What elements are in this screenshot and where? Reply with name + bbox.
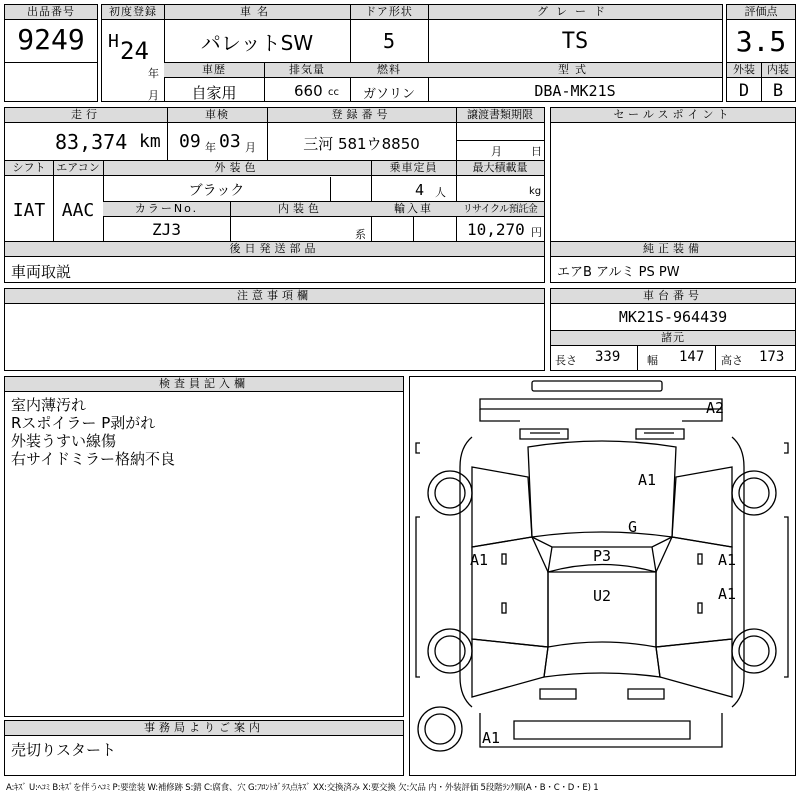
color: ブラック bbox=[188, 183, 245, 199]
transfer-day-unit: 日 bbox=[531, 145, 542, 158]
mileage-label: 走行 bbox=[71, 108, 101, 121]
interior-color-label: 内装色 bbox=[278, 202, 323, 215]
inspector-line-1: 室内薄汚れ bbox=[11, 396, 87, 414]
later-parts-label: 後日発送部品 bbox=[229, 242, 320, 255]
width-label: 幅 bbox=[647, 354, 658, 367]
exterior-label: 外装 bbox=[733, 63, 755, 76]
rear-top-bar bbox=[532, 381, 662, 391]
displacement-label: 排気量 bbox=[289, 63, 325, 76]
rear-lamps bbox=[520, 429, 684, 439]
color-label: 外装色 bbox=[214, 161, 260, 174]
inspection-year: 09 bbox=[179, 131, 201, 152]
fuel-label: 燃料 bbox=[377, 63, 401, 76]
lot-number: 9249 bbox=[17, 23, 85, 56]
front-panel bbox=[544, 647, 660, 677]
right-handle-1 bbox=[698, 554, 702, 564]
capacity: 4 bbox=[415, 181, 425, 199]
max-load-label: 最大積載量 bbox=[472, 161, 528, 174]
interior-label: 内装 bbox=[767, 63, 789, 76]
inspector-label: 検査員記入欄 bbox=[5, 377, 403, 392]
inspector-box bbox=[4, 376, 404, 717]
mark-windshield: G bbox=[628, 518, 638, 536]
mileage: 83,374 bbox=[55, 130, 128, 154]
shift: IAT bbox=[12, 200, 46, 221]
rear-side-marks bbox=[416, 443, 788, 453]
displacement: 660 bbox=[294, 82, 323, 100]
ac: AAC bbox=[61, 200, 95, 221]
door-label: ドア形状 bbox=[365, 5, 413, 18]
plate-label: 登録番号 bbox=[331, 108, 392, 121]
color-no: ZJ3 bbox=[152, 220, 181, 239]
grade: TS bbox=[561, 29, 589, 54]
transfer-month-unit: 月 bbox=[491, 145, 502, 158]
sales-points-box bbox=[550, 107, 796, 242]
hood-panel bbox=[548, 565, 656, 648]
inspection-label: 車検 bbox=[205, 108, 229, 121]
inspector-line-4: 右サイドミラー格納不良 bbox=[11, 450, 175, 468]
equipment-label: 純正装備 bbox=[551, 242, 795, 257]
inspection-month-unit: 月 bbox=[245, 141, 256, 154]
color-no-label: カラーNo. bbox=[134, 202, 199, 215]
right-rear-quarter bbox=[672, 467, 732, 547]
fuel: ガソリン bbox=[362, 87, 415, 102]
mark-rear-bumper: A2 bbox=[706, 399, 725, 417]
car-diagram bbox=[410, 377, 795, 775]
front-lamps bbox=[540, 689, 664, 699]
score-box bbox=[726, 4, 796, 102]
notes-box bbox=[4, 288, 545, 371]
history-label: 車歴 bbox=[202, 63, 226, 76]
length-label: 長さ bbox=[555, 354, 577, 367]
office-text: 売切りスタート bbox=[11, 741, 117, 759]
recycle-unit: 円 bbox=[531, 226, 542, 239]
roof-panel bbox=[528, 441, 676, 537]
plate: 三河 581ウ8850 bbox=[303, 135, 420, 153]
main-header-box bbox=[101, 4, 723, 102]
left-handle-2 bbox=[502, 603, 506, 613]
displacement-unit: cc bbox=[328, 87, 339, 98]
first-reg-year: 24 bbox=[120, 37, 149, 65]
equipment-items: エアB アルミ PS PW bbox=[557, 265, 680, 280]
left-rear-quarter bbox=[472, 467, 532, 547]
mark-front-panel: U2 bbox=[593, 587, 612, 605]
front-bumper bbox=[480, 713, 722, 747]
details-box bbox=[4, 107, 545, 283]
mark-roof: A1 bbox=[638, 471, 657, 489]
model-label: 型式 bbox=[558, 63, 592, 76]
notes-label: 注意事項欄 bbox=[5, 289, 544, 304]
car-name: パレットSW bbox=[200, 31, 314, 55]
inspection-year-unit: 年 bbox=[205, 141, 216, 154]
shift-label: シフト bbox=[12, 161, 46, 174]
left-handle-1 bbox=[502, 554, 506, 564]
mark-right-rear-door: A1 bbox=[718, 551, 737, 569]
ac-label: エアコン bbox=[56, 161, 100, 174]
interior-color-unit: 系 bbox=[355, 228, 366, 241]
left-front-fender bbox=[472, 639, 548, 697]
capacity-label: 乗車定員 bbox=[389, 161, 438, 174]
inspection-month: 03 bbox=[219, 131, 241, 152]
mark-right-front-door: A1 bbox=[718, 585, 737, 603]
chassis-label: 車台番号 bbox=[551, 289, 795, 304]
inspector-line-2: Rスポイラー P剥がれ bbox=[11, 414, 156, 432]
rear-bumper-sides bbox=[480, 409, 722, 421]
lot-number-box bbox=[4, 4, 98, 102]
chassis-number: MK21S-964439 bbox=[618, 308, 728, 326]
office-box bbox=[4, 720, 404, 776]
width: 147 bbox=[679, 349, 705, 365]
mark-front-bumper: A1 bbox=[482, 729, 501, 747]
right-front-fender bbox=[656, 639, 732, 697]
height: 173 bbox=[759, 349, 785, 365]
mark-hood: P3 bbox=[593, 547, 612, 565]
max-load-unit: kg bbox=[529, 186, 542, 197]
transfer-label: 譲渡書類期限 bbox=[467, 108, 533, 121]
recycle-fee: 10,270 bbox=[467, 220, 525, 239]
rear-bumper-outline bbox=[480, 399, 722, 409]
office-label: 事務局よりご案内 bbox=[5, 721, 403, 736]
height-label: 高さ bbox=[721, 354, 743, 367]
history: 自家用 bbox=[191, 84, 237, 102]
score-label: 評価点 bbox=[727, 5, 795, 20]
doors: 5 bbox=[382, 29, 396, 53]
year-unit: 年 bbox=[148, 67, 159, 80]
later-parts: 車両取説 bbox=[11, 263, 72, 281]
front-grille bbox=[514, 721, 690, 739]
exterior-grade: D bbox=[738, 81, 750, 101]
model-code: DBA-MK21S bbox=[534, 82, 616, 100]
sales-points-label: セールスポイント bbox=[551, 108, 795, 123]
car-name-label: 車名 bbox=[240, 5, 274, 18]
roof-rear-line bbox=[532, 537, 672, 547]
chassis-box bbox=[550, 288, 796, 371]
inspector-line-3: 外装うすい線傷 bbox=[11, 432, 117, 450]
mileage-unit: km bbox=[139, 131, 161, 152]
interior-grade: B bbox=[772, 81, 784, 101]
recycle-label: リサイクル預託金 bbox=[462, 204, 538, 215]
mark-left-rear-door: A1 bbox=[470, 551, 489, 569]
first-reg-label: 初度登録 bbox=[109, 5, 157, 18]
length: 339 bbox=[595, 349, 621, 365]
era-letter: H bbox=[108, 31, 119, 52]
legend: A:ｷｽﾞ U:ﾍｺﾐ B:ｷｽﾞを伴うﾍｺﾐ P:要塗装 W:補修跡 S:錆 C:腐食、穴 G:ﾌﾛﾝﾄｶﾞﾗｽ点ｷｽﾞ XX:交換済み X:要交換 欠:欠品 内・外装評価 5段階ﾗﾝｸ順(A・B・C・D・E) 1 bbox=[6, 783, 599, 793]
equipment-box bbox=[550, 241, 796, 283]
import-label: 輸入車 bbox=[394, 202, 433, 215]
month-unit: 月 bbox=[148, 89, 159, 102]
right-handle-2 bbox=[698, 603, 702, 613]
capacity-unit: 人 bbox=[435, 186, 446, 199]
dims-label: 諸元 bbox=[661, 331, 685, 344]
grade-label: グレード bbox=[537, 5, 613, 18]
lot-number-label: 出品番号 bbox=[5, 5, 97, 20]
car-diagram-box bbox=[409, 376, 796, 776]
score: 3.5 bbox=[735, 25, 787, 58]
